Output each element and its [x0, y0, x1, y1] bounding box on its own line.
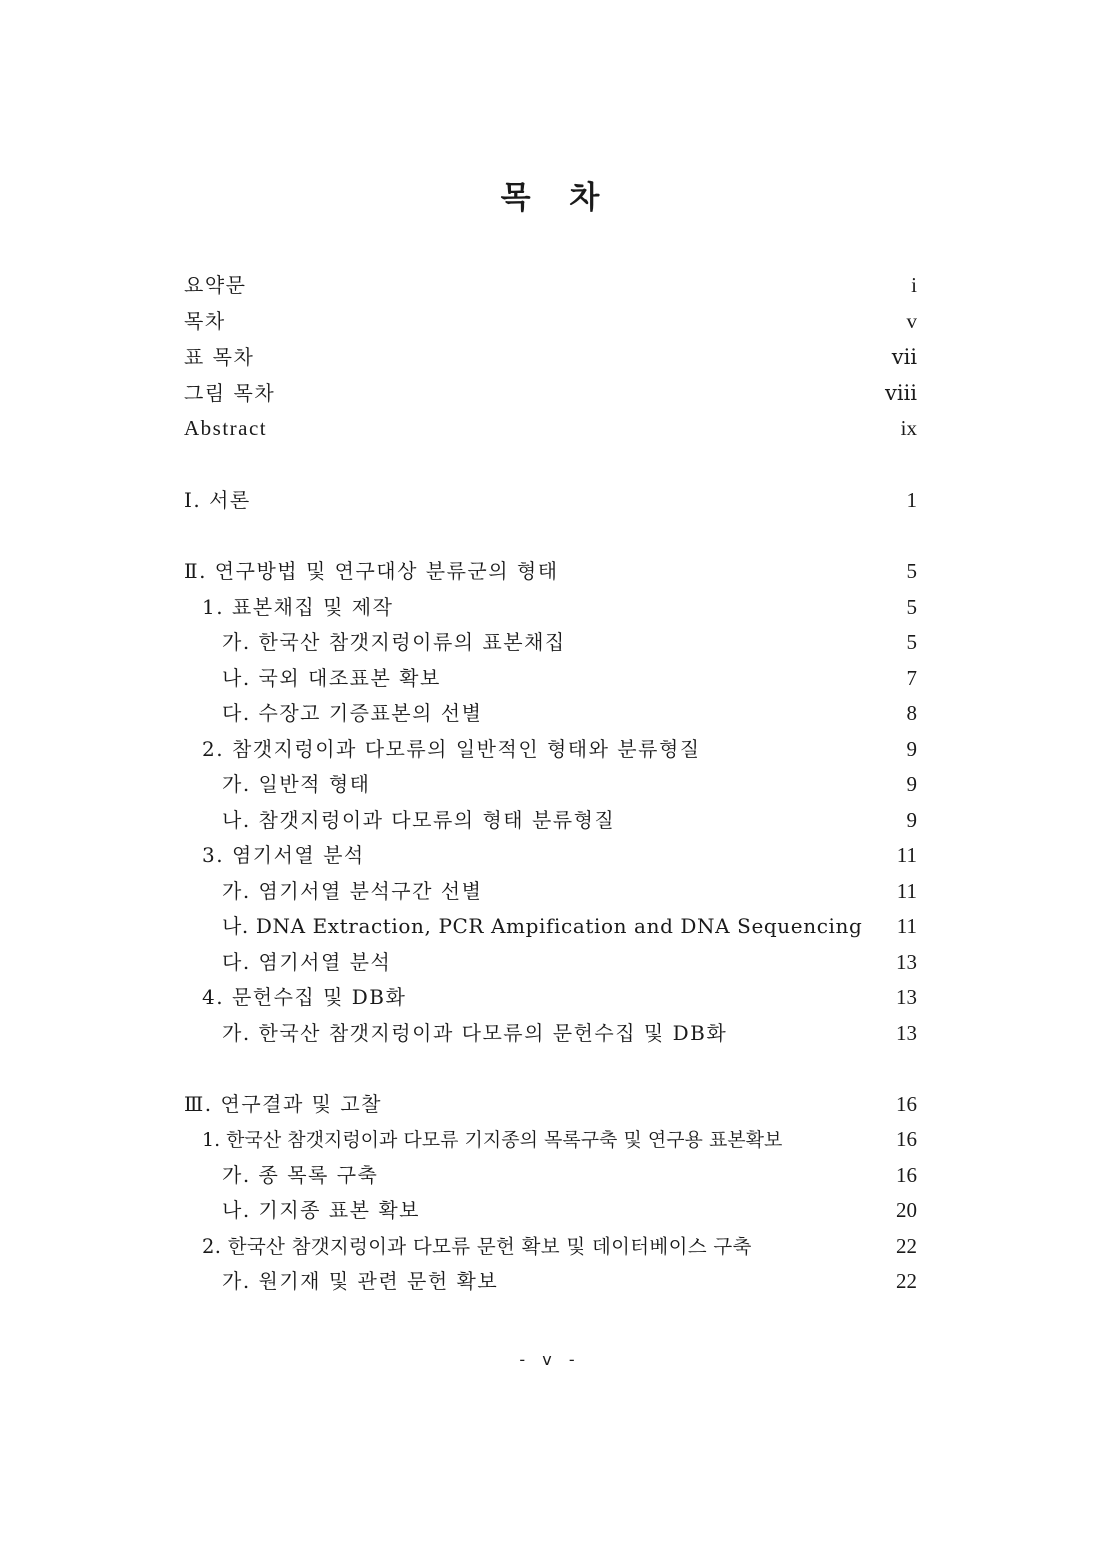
toc-entry-page: ⅶ: [891, 345, 917, 369]
toc-section-entry[interactable]: [202, 832, 917, 867]
toc-entry-label: Abstract: [184, 416, 268, 440]
leader-dots: [388, 1081, 894, 1111]
leader-dots: [733, 1010, 894, 1040]
toc-entry-page: ix: [900, 416, 917, 440]
toc-section-entry[interactable]: [202, 974, 917, 1009]
toc-subsection-entry[interactable]: [222, 939, 917, 974]
toc-entry-label: 가. 한국산 참갯지렁이과 다모류의 문헌수집 및 DB화: [222, 1021, 728, 1045]
toc-entry[interactable]: [184, 262, 917, 297]
toc-subsection-entry[interactable]: [222, 619, 917, 654]
toc-entry-label: 나. DNA Extraction, PCR Ampification and DNA Sequencing: [222, 914, 863, 938]
leader-dots: [758, 1223, 894, 1253]
toc-entry-page: 5: [906, 630, 917, 654]
leader-dots: [447, 655, 905, 685]
leader-dots: [788, 1116, 894, 1146]
toc-subsection-entry[interactable]: [222, 1152, 917, 1187]
toc-entry-page: 7: [906, 666, 917, 690]
leader-dots: [621, 797, 904, 827]
toc-entry-label: Ⅰ. 서론: [184, 488, 251, 512]
toc-entry-page: 22: [896, 1269, 917, 1293]
toc-entry-page: 16: [896, 1092, 917, 1116]
toc-entry[interactable]: [184, 298, 917, 333]
toc-subsection-entry[interactable]: [222, 1187, 917, 1222]
toc-entry-page: 11: [896, 843, 917, 867]
toc-entry-page: 16: [896, 1163, 917, 1187]
toc-subsection-entry[interactable]: [222, 868, 917, 903]
toc-entry-page: 13: [896, 985, 917, 1009]
toc-entry-page: 5: [906, 559, 917, 583]
toc-entry-label: 가. 원기재 및 관련 문헌 확보: [222, 1269, 499, 1293]
toc-entry-page: 11: [896, 879, 917, 903]
toc-entry-page: 16: [896, 1127, 917, 1151]
leader-dots: [252, 262, 909, 292]
toc-entry-label: 목차: [184, 309, 226, 333]
toc-entry-label: 2. 참갯지렁이과 다모류의 일반적인 형태와 분류형질: [202, 737, 701, 761]
toc-entry-page: v: [906, 309, 917, 333]
toc-entry-label: 4. 문헌수집 및 DB화: [202, 985, 407, 1009]
toc-entry-label: 다. 염기서열 분석: [222, 950, 392, 974]
toc-entry-label: 가. 종 목록 구축: [222, 1163, 379, 1187]
toc-entry-label: 3. 염기서열 분석: [202, 843, 365, 867]
leader-dots: [868, 903, 894, 933]
toc-entry-label: Ⅲ. 연구결과 및 고찰: [184, 1092, 382, 1116]
toc-subsection-entry[interactable]: [222, 903, 917, 938]
leader-dots: [371, 832, 895, 862]
toc-entry-page: 9: [906, 737, 917, 761]
toc-subsection-entry[interactable]: [222, 797, 917, 832]
toc-entry-label: 표 목차: [184, 345, 255, 369]
toc-entry[interactable]: [184, 405, 917, 440]
leader-dots: [488, 868, 894, 898]
toc-entry-label: 나. 국외 대조표본 확보: [222, 666, 441, 690]
toc-entry-label: 요약문: [184, 273, 247, 297]
toc-section-entry[interactable]: [202, 584, 917, 619]
toc-entry-page: 13: [896, 950, 917, 974]
toc-section-entry[interactable]: [202, 1223, 917, 1258]
toc-entry-page: 13: [896, 1021, 917, 1045]
toc-subsection-entry[interactable]: [222, 761, 917, 796]
leader-dots: [273, 405, 899, 435]
toc-entry[interactable]: [184, 334, 917, 369]
toc-entry[interactable]: [184, 370, 917, 405]
toc-entry-page: 22: [896, 1234, 917, 1258]
toc-entry-page: i: [911, 273, 917, 297]
toc-entry-label: 가. 일반적 형태: [222, 772, 371, 796]
toc-section-entry[interactable]: [202, 1116, 917, 1151]
leader-dots: [504, 1258, 894, 1288]
leader-dots: [281, 370, 883, 400]
toc-entry-label: 가. 염기서열 분석구간 선별: [222, 879, 483, 903]
toc-subsection-entry[interactable]: [222, 690, 917, 725]
toc-chapter-entry[interactable]: [184, 1081, 917, 1116]
toc-entry-page: 11: [896, 914, 917, 938]
toc-entry-label: 나. 참갯지렁이과 다모류의 형태 분류형질: [222, 808, 616, 832]
leader-dots: [412, 974, 894, 1004]
toc-entry-page: 5: [906, 595, 917, 619]
toc-entry-label: 1. 한국산 참갯지렁이과 다모류 기지종의 목록구축 및 연구용 표본확보: [202, 1129, 783, 1151]
leader-dots: [707, 726, 905, 756]
leader-dots: [232, 298, 905, 328]
toc-chapter-entry[interactable]: [184, 477, 917, 512]
toc-entry-label: 가. 한국산 참갯지렁이류의 표본채집: [222, 630, 566, 654]
toc-section-entry[interactable]: [202, 726, 917, 761]
leader-dots: [426, 1187, 894, 1217]
toc-entry-page: 20: [896, 1198, 917, 1222]
toc-entry-page: 1: [906, 488, 917, 512]
toc-entry-label: 나. 기지종 표본 확보: [222, 1198, 420, 1222]
leader-dots: [260, 334, 889, 364]
toc-entry-label: 다. 수장고 기증표본의 선별: [222, 701, 483, 725]
toc-entry-label: 그림 목차: [184, 381, 276, 405]
toc-subsection-entry[interactable]: [222, 1010, 917, 1045]
leader-dots: [565, 548, 905, 578]
toc-entry-label: 2. 한국산 참갯지렁이과 다모류 문헌 확보 및 데이터베이스 구축: [202, 1235, 752, 1258]
leader-dots: [377, 761, 905, 791]
toc-subsection-entry[interactable]: [222, 655, 917, 690]
toc-entry-page: 8: [906, 701, 917, 725]
page-number-footer: - v -: [519, 1350, 581, 1369]
leader-dots: [257, 477, 905, 507]
toc-chapter-entry[interactable]: [184, 548, 917, 583]
toc-subsection-entry[interactable]: [222, 1258, 917, 1293]
leader-dots: [488, 690, 904, 720]
toc-entry-label: 1. 표본채집 및 제작: [202, 595, 394, 619]
toc-entry-page: 9: [906, 772, 917, 796]
toc-entry-label: Ⅱ. 연구방법 및 연구대상 분류군의 형태: [184, 559, 559, 583]
leader-dots: [384, 1152, 894, 1182]
leader-dots: [572, 619, 905, 649]
leader-dots: [399, 584, 904, 614]
leader-dots: [397, 939, 894, 969]
toc-entry-page: ⅷ: [884, 381, 917, 405]
toc-title: 목 차: [500, 180, 614, 216]
toc-entry-page: 9: [906, 808, 917, 832]
